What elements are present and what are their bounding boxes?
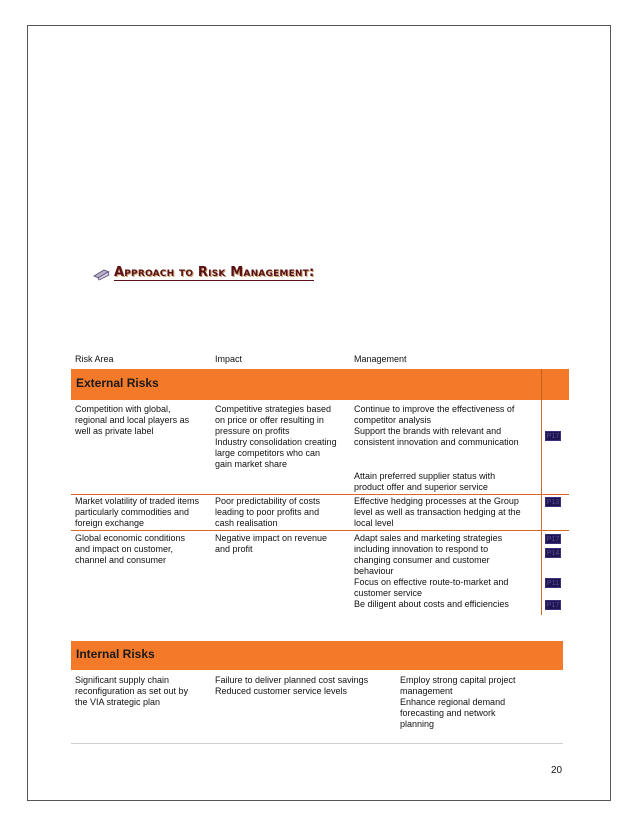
management-cell: Continue to improve the effectiveness of competitor analysis Support the brands with relevant and consistent innovation and communication	[354, 404, 519, 447]
column-header-risk-area: Risk Area	[75, 354, 114, 364]
row-divider	[71, 530, 569, 531]
section-heading	[92, 266, 314, 281]
risk-area-cell: Significant supply chain reconfiguration as set out by the VIA strategic plan	[75, 675, 189, 707]
impact-cell: Negative impact on revenue and profit	[215, 533, 328, 554]
internal-risks-band	[71, 641, 563, 670]
column-header-management: Management	[354, 354, 407, 364]
risk-area-cell: Market volatility of traded items particularly commodities and foreign exchange	[75, 496, 200, 528]
row-divider	[71, 494, 569, 495]
page-ref-tag[interactable]: P17	[546, 433, 560, 440]
management-cell: Employ strong capital project management Enhance regional demand forecasting and network planning	[400, 675, 516, 729]
band-divider	[541, 369, 542, 400]
page-ref-tag[interactable]: P17	[546, 536, 560, 543]
impact-cell: Competitive strategies based on price or offer resulting in pressure on profits Industry consolidation creating large competitors who can gain market share	[215, 404, 337, 469]
scroll-icon	[92, 267, 112, 281]
page-ref-tag[interactable]: P13	[546, 499, 560, 506]
page-ref-tag[interactable]: P14	[546, 550, 560, 557]
risk-area-cell: Global economic conditions and impact on customer, channel and consumer	[75, 533, 186, 565]
row-divider	[71, 743, 563, 744]
management-cell-extra: Attain preferred supplier status with product offer and superior service	[354, 471, 496, 492]
risk-area-cell: Competition with global, regional and local players as well as private label	[75, 404, 190, 436]
page-ref-tag[interactable]: P11	[545, 578, 561, 588]
page-ref-tag[interactable]: P17	[546, 602, 560, 609]
impact-cell: Poor predictability of costs leading to poor profits and cash realisation	[215, 496, 321, 528]
internal-risks-title: Internal Risks	[76, 647, 155, 661]
external-risks-band	[71, 369, 569, 400]
section-title: Approach to Risk Management:	[114, 265, 315, 280]
external-risks-title: External Risks	[76, 376, 159, 390]
impact-cell: Failure to deliver planned cost savings Reduced customer service levels	[215, 675, 369, 696]
column-header-impact: Impact	[215, 354, 243, 364]
page-number: 20	[551, 765, 563, 776]
tag-column-divider	[541, 400, 542, 615]
management-cell: Adapt sales and marketing strategies including innovation to respond to changing consumer and customer behaviour Focus on effective route-to-market and customer service Be diligent about costs and efficiencies	[354, 533, 509, 609]
management-cell: Effective hedging processes at the Group level as well as transaction hedging at the local level	[354, 496, 521, 528]
